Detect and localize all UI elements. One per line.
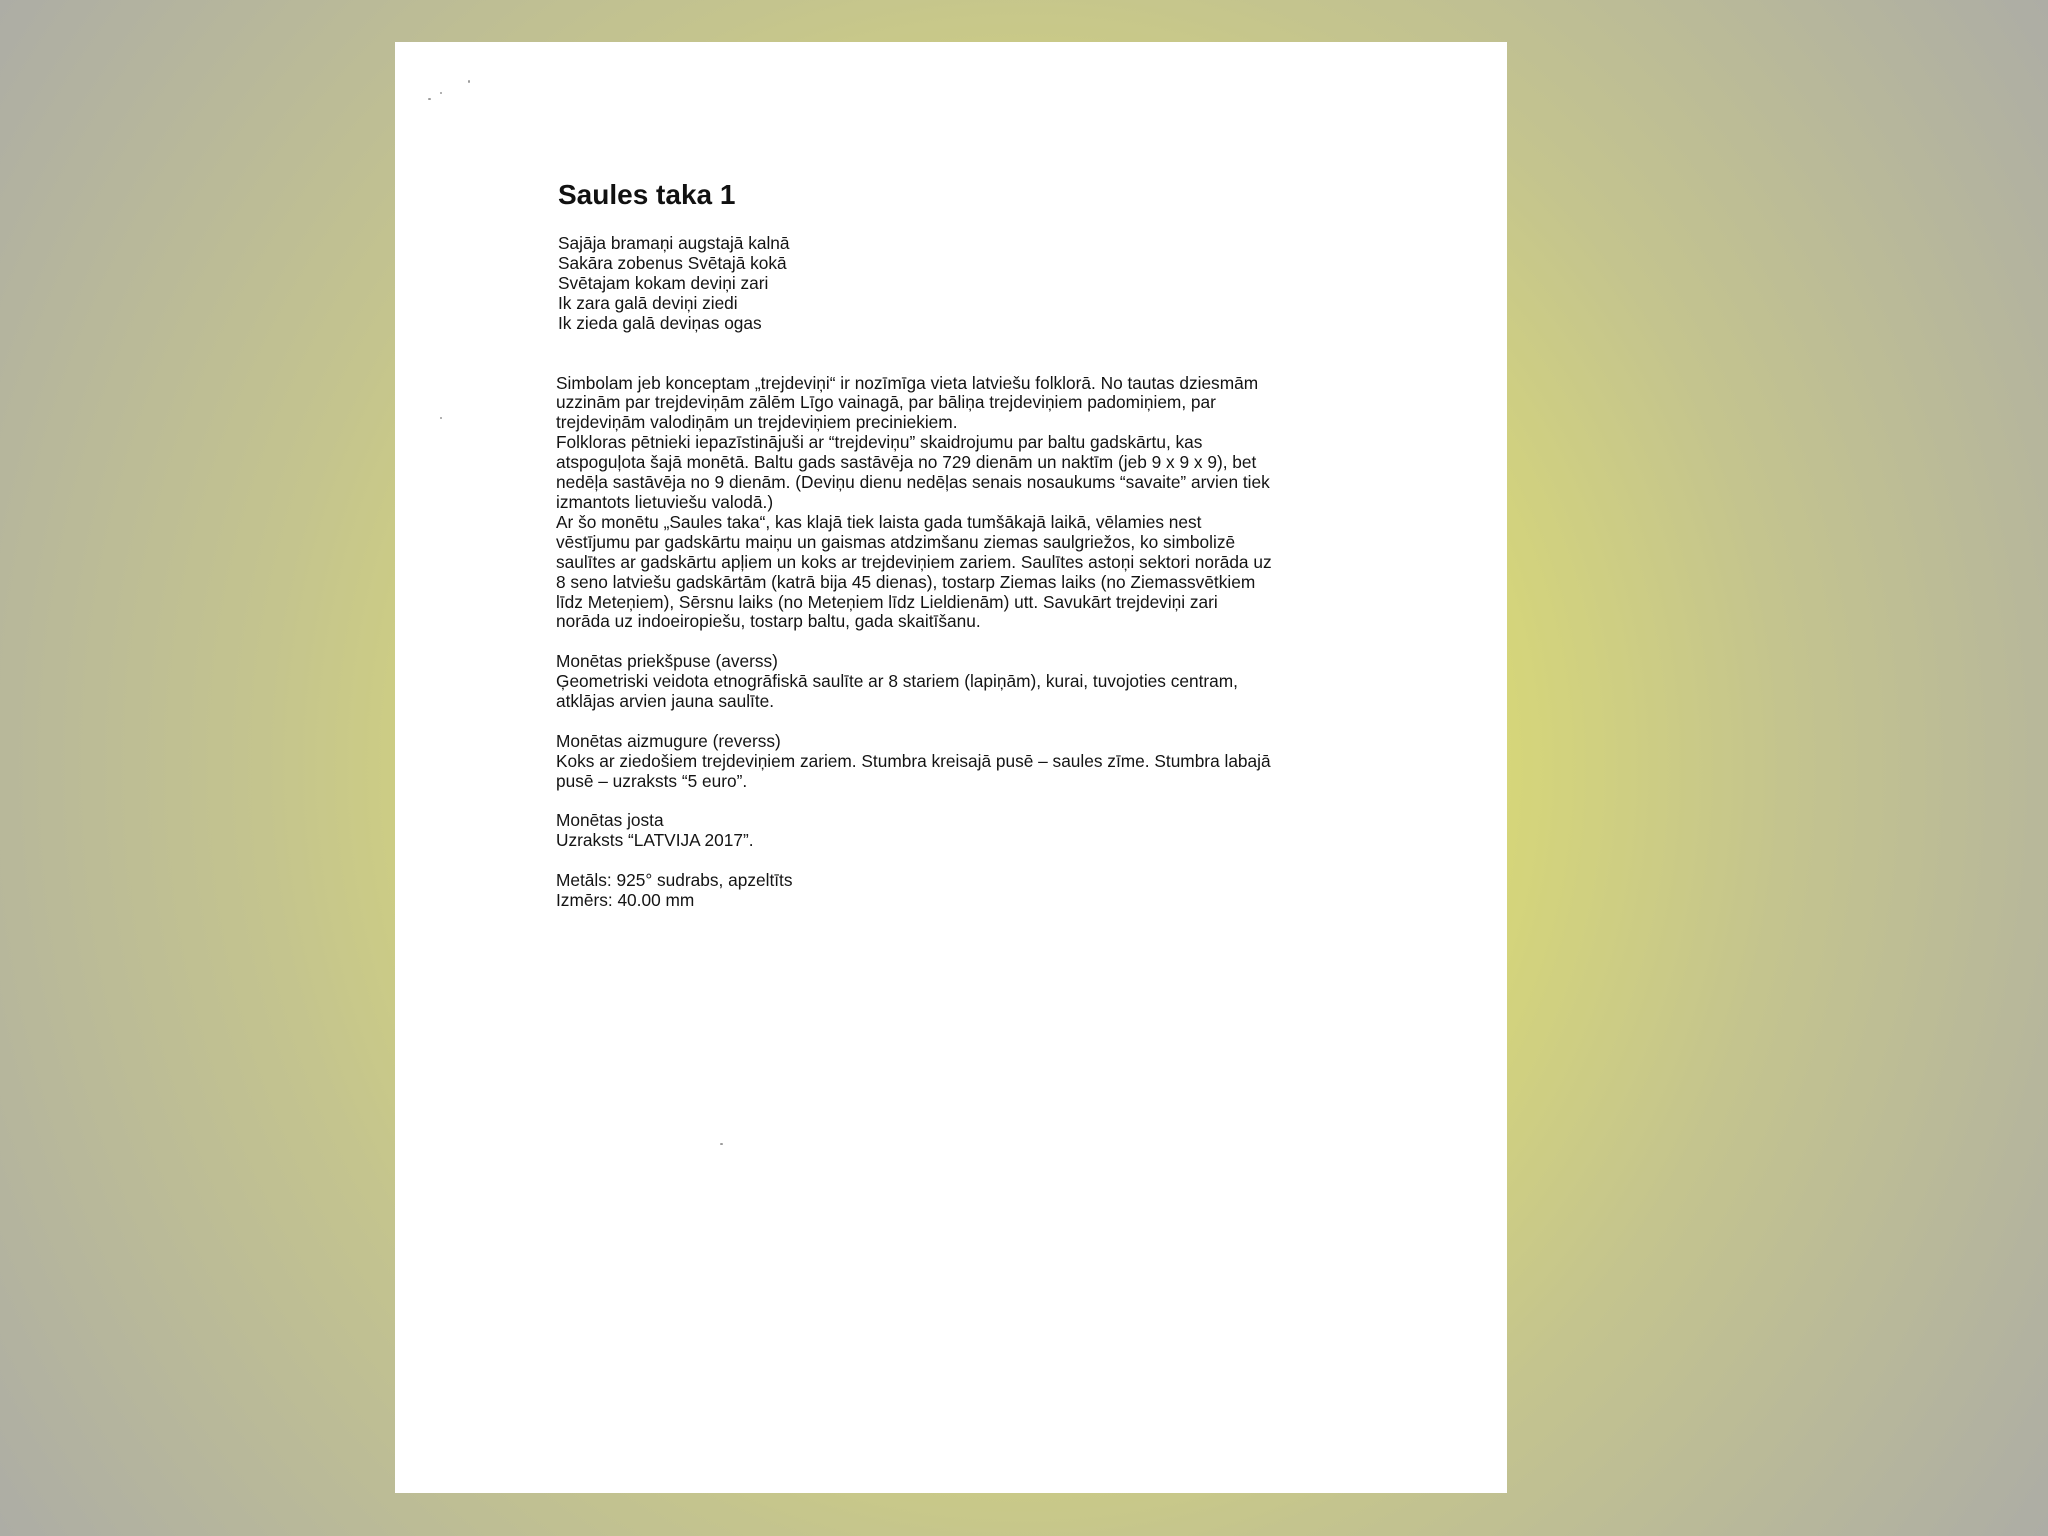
- scan-speck: [428, 98, 431, 100]
- intro-line: Ar šo monētu „Saules taka“, kas klajā tiek laista gada tumšākajā laikā, vēlamies nest: [556, 511, 1202, 532]
- reverse-section: [556, 732, 1356, 792]
- edge-section: [556, 811, 1356, 851]
- edge-heading: Monētas josta: [556, 810, 664, 831]
- poem-line: Svētajam kokam deviņi zari: [558, 272, 769, 293]
- document-title: Saules taka 1: [558, 179, 736, 210]
- obverse-heading: Monētas priekšpuse (averss): [556, 651, 778, 672]
- intro-text: [556, 374, 1356, 633]
- obverse-line: atklājas arvien jauna saulīte.: [556, 691, 775, 712]
- poem-line: Ik zara galā deviņi ziedi: [558, 292, 738, 313]
- obverse-section: [556, 652, 1356, 712]
- intro-line: Simbolam jeb konceptam „trejdeviņi“ ir nozīmīga vieta latviešu folklorā. No tautas dziesmām: [556, 372, 1259, 393]
- scan-speck: [440, 417, 442, 419]
- intro-line: saulītes ar gadskārtu apļiem un koks ar trejdeviņiem zariem. Saulītes astoņi sektori norāda uz: [556, 551, 1272, 572]
- document-page: [395, 42, 1507, 1493]
- spec-size: Izmērs: 40.00 mm: [556, 890, 695, 911]
- poem-line: Ik zieda galā deviņas ogas: [558, 312, 762, 333]
- scan-speck: [440, 92, 442, 94]
- reverse-line: Koks ar ziedošiem trejdeviņiem zariem. Stumbra kreisajā pusē – saules zīme. Stumbra labajā: [556, 750, 1271, 771]
- intro-line: izmantots lietuviešu valodā.): [556, 491, 774, 512]
- reverse-heading: Monētas aizmugure (reverss): [556, 730, 781, 751]
- spec-metal: Metāls: 925° sudrabs, apzeltīts: [556, 870, 793, 891]
- scan-speck: [720, 1143, 723, 1145]
- intro-line: norāda uz indoeiropiešu, tostarp baltu, gada skaitīšanu.: [556, 611, 981, 632]
- reverse-line: pusē – uzraksts “5 euro”.: [556, 770, 748, 791]
- scan-speck: [468, 80, 470, 83]
- specs-section: [556, 871, 1356, 911]
- intro-line: nedēļa sastāvēja no 9 dienām. (Deviņu dienu nedēļas senais nosaukums “savaite” arvien tiek: [556, 472, 1270, 493]
- intro-line: Folkloras pētnieki iepazīstinājuši ar “trejdeviņu” skaidrojumu par baltu gadskārtu, kas: [556, 432, 1203, 453]
- intro-line: vēstījumu par gadskārtu maiņu un gaismas atdzimšanu ziemas saulgriežos, ko simbolizē: [556, 531, 1236, 552]
- intro-line: 8 seno latviešu gadskārtām (katrā bija 45 dienas), tostarp Ziemas laiks (no Ziemassvētkiem: [556, 571, 1256, 592]
- obverse-line: Ģeometriski veidota etnogrāfiskā saulīte ar 8 stariem (lapiņām), kurai, tuvojoties centram,: [556, 671, 1238, 692]
- poem-line: Sajāja bramaņi augstajā kalnā: [558, 233, 790, 253]
- intro-line: uzzinām par trejdeviņām zālēm Līgo vainagā, par bāliņa trejdeviņiem padomiņiem, par: [556, 392, 1216, 413]
- poem: [558, 234, 1356, 334]
- intro-line: trejdeviņām valodiņām un trejdeviņiem preciniekiem.: [556, 412, 958, 433]
- edge-line: Uzraksts “LATVIJA 2017”.: [556, 830, 754, 851]
- intro-line: līdz Meteņiem), Sērsnu laiks (no Meteņiem līdz Lieldienām) utt. Savukārt trejdeviņi zari: [556, 591, 1218, 612]
- poem-line: Sakāra zobenus Svētajā kokā: [558, 252, 787, 273]
- document-content: [556, 178, 1356, 931]
- intro-line: atspoguļota šajā monētā. Baltu gads sastāvēja no 729 dienām un naktīm (jeb 9 x 9 x 9), bet: [556, 452, 1257, 473]
